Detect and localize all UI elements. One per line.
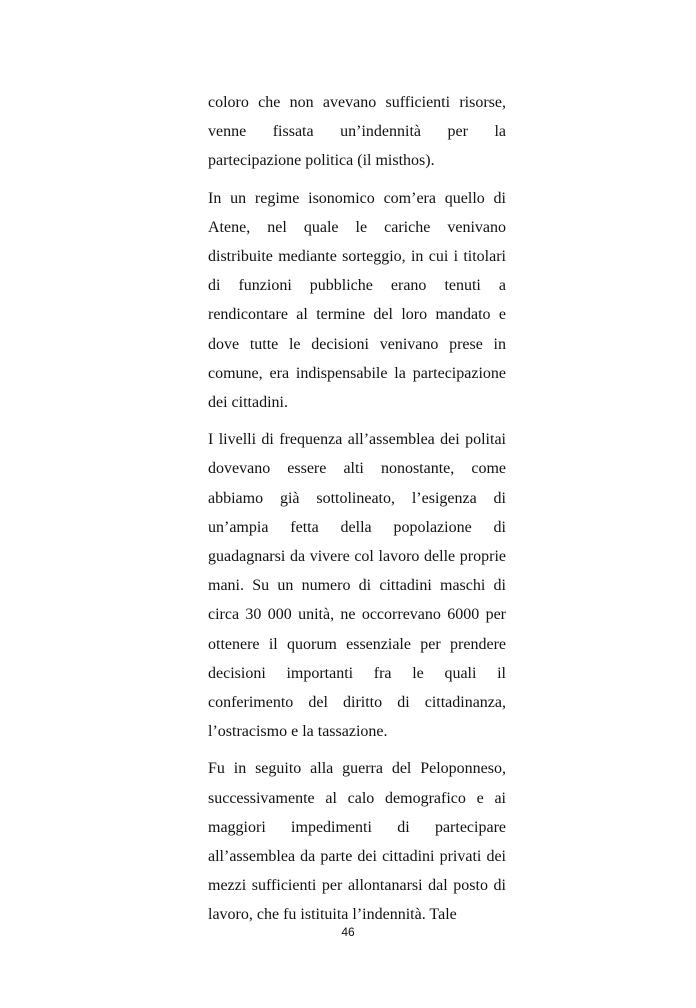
body-text [208,88,506,938]
paragraph-4: Fu in seguito alla guerra del Peloponneso, successivamente al calo demografico e ai maggiori impedimenti di partecipare all’assemblea da parte dei cittadini privati dei mezzi sufficienti per allontanarsi dal posto di lavoro, che fu istituita l’indennità. Tale [208,760,506,924]
paragraph-3: I livelli di frequenza all’assemblea dei politai dovevano essere alti nonostante, come abbiamo già sottolineato, l’esigenza di un’ampia fetta della popolazione di guadagnarsi da vivere col lavoro delle proprie mani. Su un numero di cittadini maschi di circa 30 000 unità, ne occorrevano 6000 per ottenere il quorum essenziale per prendere decisioni importanti fra le quali il conferimento del diritto di cittadinanza, l’ostracismo e la tassazione. [208,431,506,741]
page-number: 46 [341,925,355,939]
paragraph-2: In un regime isonomico com’era quello di Atene, nel quale le cariche venivano distribuite mediante sorteggio, in cui i titolari di funzioni pubbliche erano tenuti a rendicontare al termine del loro mandato e dove tutte le decisioni venivano prese in comune, era indispensabile la partecipazione dei cittadini. [208,189,506,412]
paragraph-1: coloro che non avevano sufficienti risorse, venne fissata un’indennità per la partecipazione politica (il misthos). [208,94,506,170]
